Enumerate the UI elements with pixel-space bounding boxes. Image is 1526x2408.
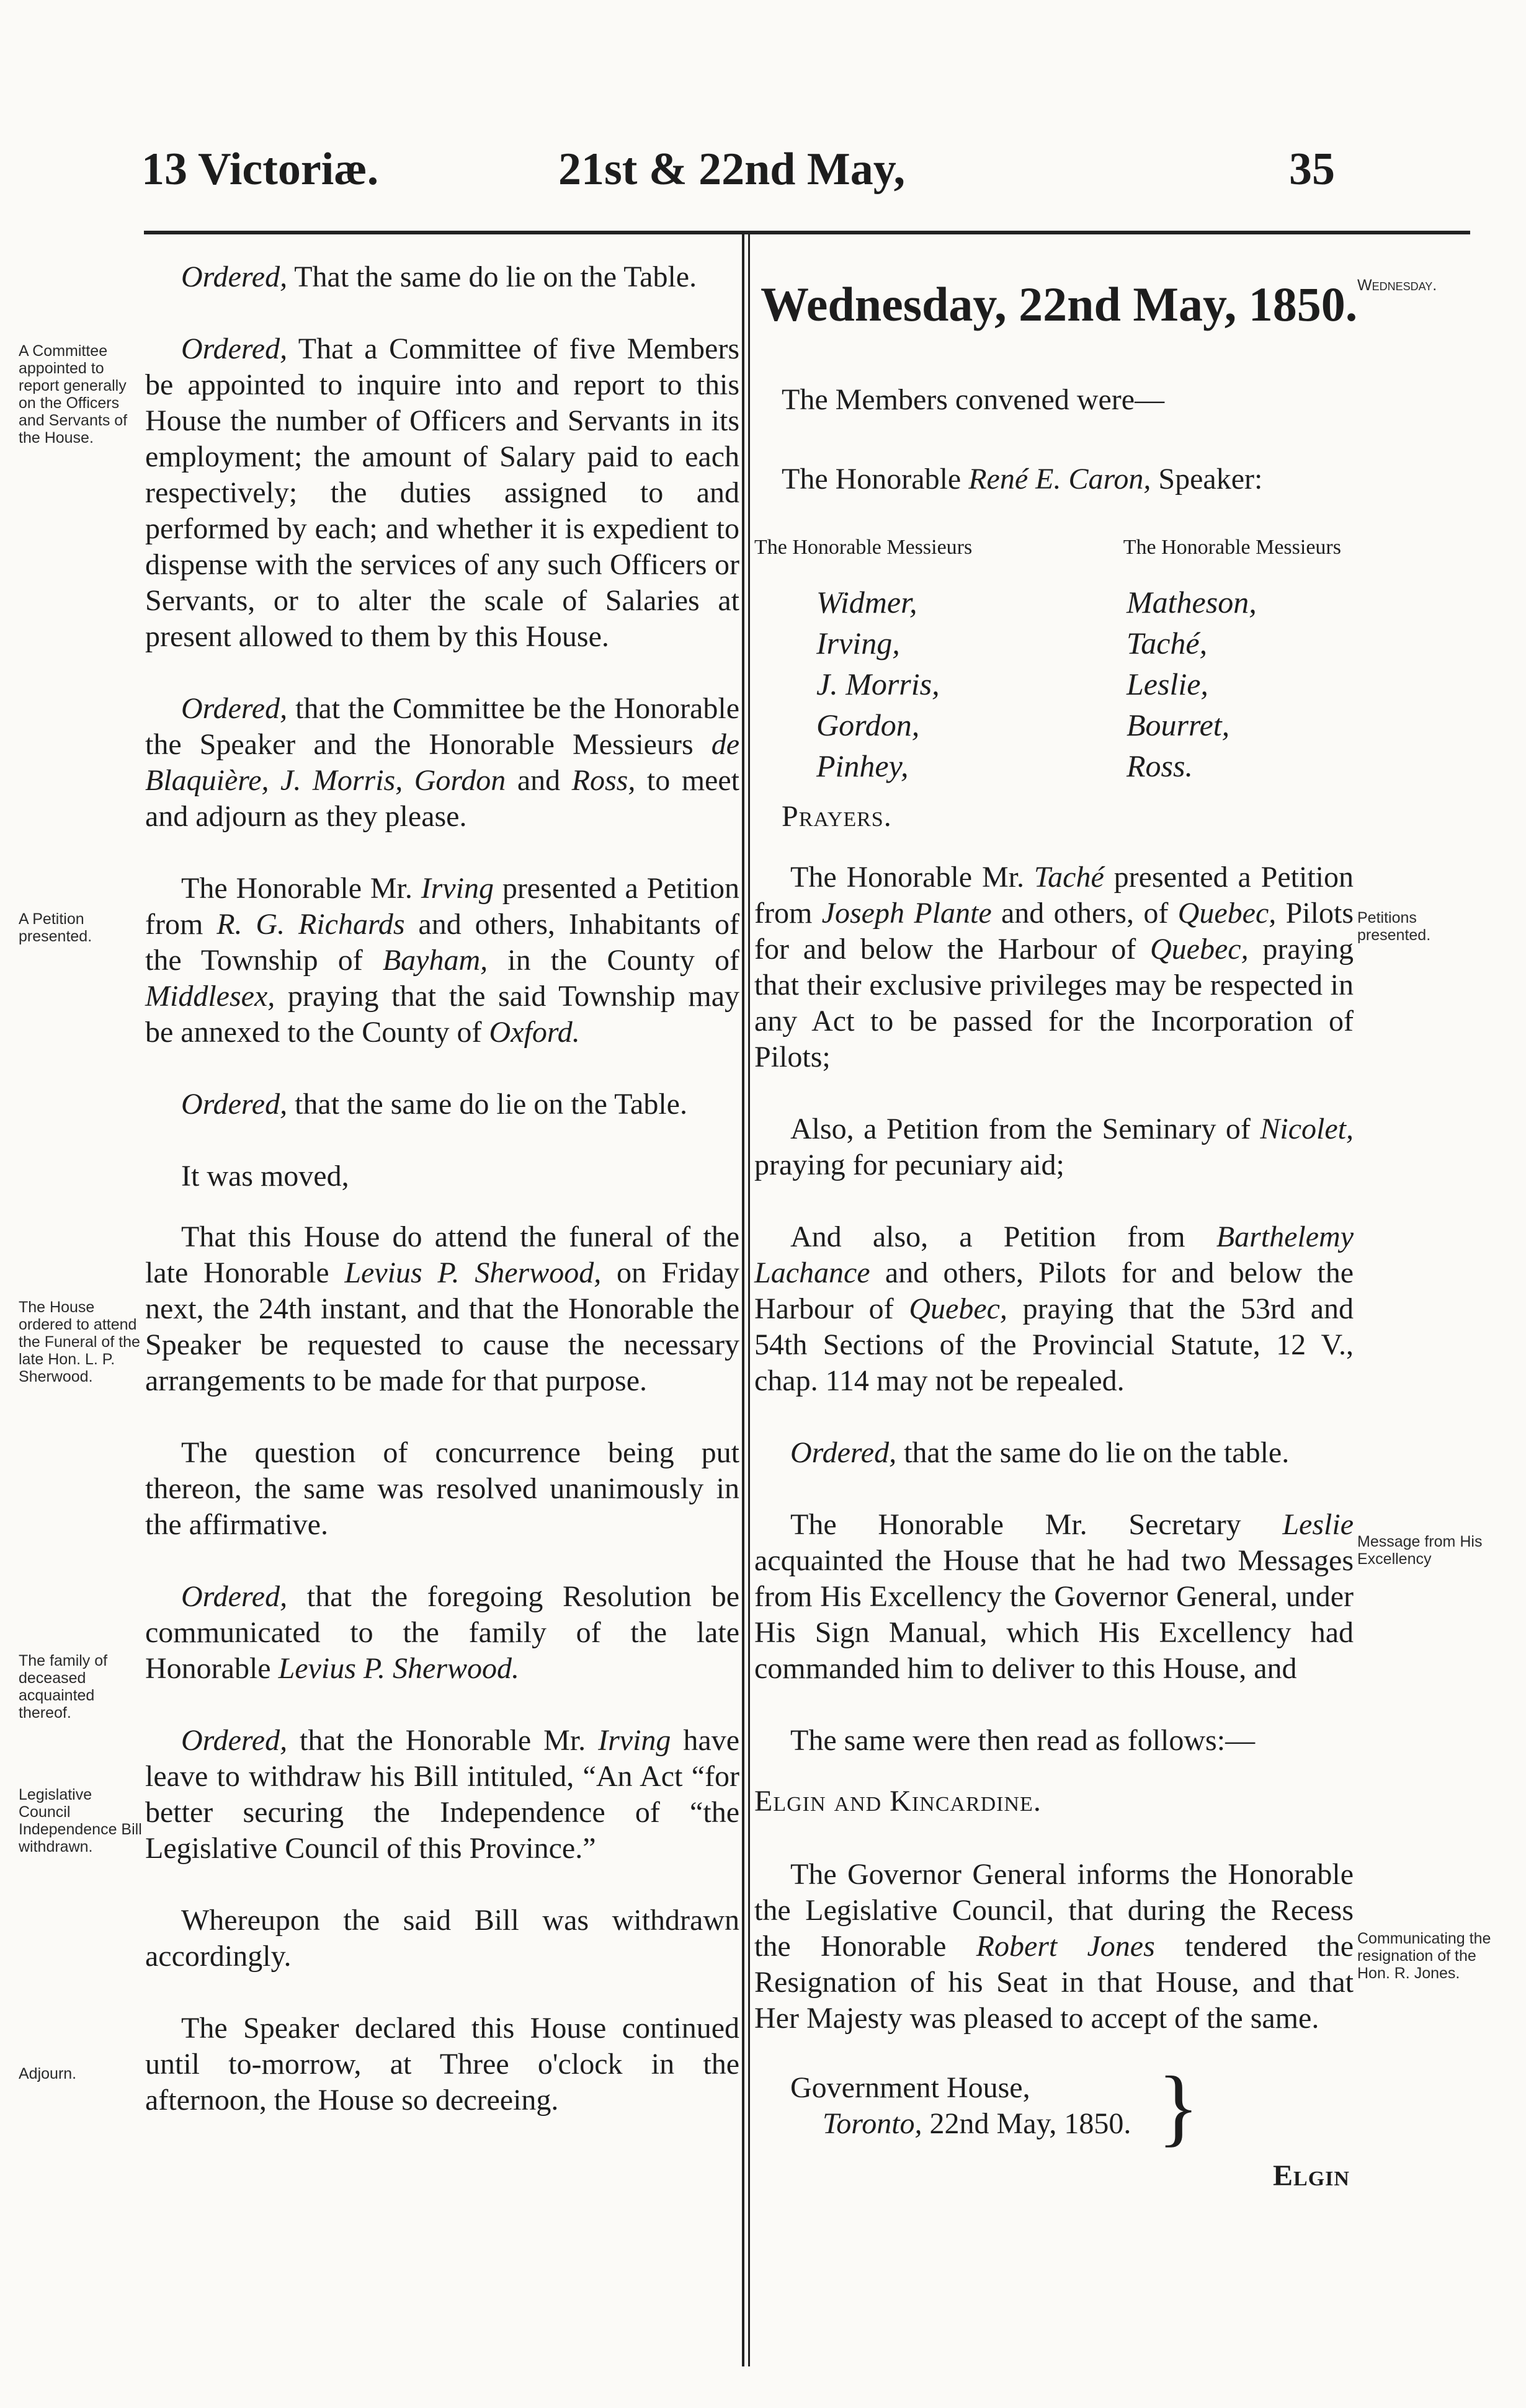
- member-name: Ross,: [571, 764, 636, 797]
- place-name: Middlesex,: [145, 980, 275, 1013]
- paragraph-pilots-petition: [754, 860, 1354, 1075]
- right-column: [754, 259, 1358, 2192]
- place-name: Quebec,: [1177, 897, 1277, 930]
- page-number: 35: [1289, 144, 1335, 195]
- member-name: Taché,: [1127, 626, 1208, 660]
- margin-note-bill: Legislative Council Independence Bill withdrawn.: [19, 1786, 142, 1855]
- paragraph-text: on Friday next, the 24th instant, and that the Honorable the Speaker be requested to cause the necessary arrangements to be made for that purpose.: [145, 1256, 740, 1397]
- paragraph-text: The Governor General informs the Honorable the Legislative Council, that during the Recess the Honorable: [754, 1858, 1354, 1963]
- paragraph-table-order: [145, 259, 739, 295]
- petitioner-name: R. G. Richards: [216, 908, 405, 941]
- date-text: 22nd May, 1850.: [922, 2107, 1131, 2140]
- members-present-list: [754, 582, 1354, 786]
- paragraph-text: praying that the 53rd and 54th Sections of the Provincial Statute, 12 V., chap. 114 may not be repealed.: [754, 1292, 1354, 1397]
- message-heading: Elgin and Kincardine.: [754, 1785, 1042, 1818]
- paragraph-text: Also, a Petition from the Seminary of: [790, 1113, 1261, 1145]
- paragraph-text: And also, a Petition from: [790, 1220, 1216, 1253]
- paragraph-read-as-follows: The same were then read as follows:—: [790, 1724, 1256, 1757]
- messieurs-heading-left: The Honorable Messieurs: [754, 536, 973, 559]
- person-name: Levius P. Sherwood.: [278, 1652, 520, 1685]
- member-names: de Blaquière, J. Morris, Gordon: [145, 728, 739, 797]
- signature-name: Elgin: [1273, 2159, 1350, 2192]
- paragraph-table-order-2: [145, 1086, 739, 1122]
- paragraph-petition: [145, 871, 739, 1051]
- header-rule: [144, 231, 1470, 234]
- paragraph-withdrawn: Whereupon the said Bill was withdrawn accordingly.: [145, 1904, 739, 1973]
- paragraph-committee-members: [145, 691, 739, 835]
- paragraph-text: presented a Petition from: [145, 872, 740, 941]
- header-dates: 21st & 22nd May,: [558, 144, 906, 195]
- paragraph-text: praying that the said Township may be annexed to the County of: [145, 980, 739, 1049]
- paragraph-text: Pilots for and below the Harbour of: [754, 897, 1354, 966]
- member-name: Pinhey,: [816, 749, 909, 783]
- margin-note-committee: A Committee appointed to report generally on the Officers and Servants of the House.: [19, 342, 128, 447]
- signature-date: [823, 2106, 1131, 2142]
- column-divider: [742, 233, 744, 2366]
- sitting-title: Wednesday, 22nd May, 1850.: [761, 277, 1358, 331]
- brace-glyph: }: [1158, 2059, 1200, 2155]
- paragraph-lachance-petition: [754, 1219, 1354, 1399]
- member-name: Leslie,: [1127, 667, 1208, 701]
- paragraph-text: and others, of: [991, 897, 1178, 930]
- paragraph-text: and: [506, 764, 572, 797]
- paragraph-bill-withdraw: [145, 1723, 739, 1867]
- paragraph-family: [145, 1579, 739, 1687]
- paragraph-text: The Honorable Mr.: [181, 872, 421, 905]
- paragraph-text: tendered the Resignation of his Seat in that House, and that Her Majesty was pleased to accept of the same.: [754, 1930, 1354, 2035]
- left-column: [145, 259, 739, 2154]
- margin-note-funeral: The House ordered to attend the Funeral of the late Hon. L. P. Sherwood.: [19, 1299, 140, 1385]
- margin-note-adjourn: Adjourn.: [19, 2065, 77, 2082]
- margin-note-wednesday: Wednesday.: [1357, 277, 1437, 294]
- speaker-line: [754, 461, 1354, 497]
- place-name: Nicolet,: [1260, 1113, 1354, 1145]
- column-divider-inner: [748, 233, 750, 2366]
- paragraph-seminary-petition: [754, 1111, 1354, 1183]
- petitioner-name: Joseph Plante: [821, 897, 992, 930]
- paragraph-text: The Honorable Mr. Secretary: [790, 1508, 1283, 1541]
- paragraph-text: acquainted the House that he had two Messages from His Excellency the Governor General, under His Sign Manual, which His Excellency had commanded him to deliver to this House, and: [754, 1544, 1354, 1685]
- member-name: Matheson,: [1127, 585, 1257, 620]
- paragraph-text: that the same do lie on the Table.: [287, 1088, 687, 1121]
- speaker-name: René E. Caron,: [968, 463, 1151, 495]
- signature-block: [754, 2059, 1354, 2192]
- place-name: Oxford.: [489, 1016, 580, 1049]
- paragraph-text: That this House do attend the funeral of the late Honorable: [145, 1220, 739, 1289]
- paragraph-adjourn: The Speaker declared this House continued until to-morrow, at Three o'clock in the afternoon, the House so decreeing.: [145, 2012, 739, 2117]
- paragraph-resignation: [754, 1857, 1354, 2037]
- member-name: Irving: [421, 872, 494, 905]
- paragraph-text: that the Committee be the Honorable the Speaker and the Honorable Messieurs: [145, 692, 739, 761]
- paragraph-text: The Honorable Mr.: [790, 861, 1034, 894]
- ordered-label: Ordered,: [181, 260, 288, 293]
- margin-note-family: The family of deceased acquainted thereof.: [19, 1652, 108, 1722]
- member-name: Ross.: [1127, 749, 1193, 783]
- paragraph-text: The Honorable: [782, 463, 969, 495]
- place-name: Quebec,: [1150, 933, 1249, 966]
- ordered-label: Ordered,: [181, 1580, 288, 1613]
- signature-place: Government House,: [790, 2071, 1030, 2104]
- member-name: Irving,: [816, 626, 900, 660]
- messieurs-headings: [754, 530, 1354, 566]
- paragraph-text: That the same do lie on the Table.: [287, 260, 697, 293]
- members-list-left: [816, 582, 1127, 786]
- person-name: Robert Jones: [976, 1930, 1155, 1963]
- prayers-heading: Prayers.: [782, 800, 892, 833]
- member-name: Bourret,: [1127, 708, 1230, 742]
- messieurs-heading-right: The Honorable Messieurs: [1123, 536, 1341, 559]
- petitioner-name: Barthelemy Lachance: [754, 1220, 1354, 1289]
- paragraph-funeral: [145, 1219, 739, 1399]
- ordered-label: Ordered,: [181, 1088, 288, 1121]
- member-name: Irving: [598, 1724, 671, 1757]
- paragraph-text: have leave to withdraw his Bill intituled, “An Act “for better securing the Independence of “the Legislative Council of this Province.”: [145, 1724, 739, 1865]
- ordered-label: Ordered,: [181, 1724, 288, 1757]
- ordered-label: Ordered,: [181, 692, 288, 725]
- ordered-label: Ordered,: [790, 1436, 897, 1469]
- margin-note-message: Message from His Excellency: [1357, 1533, 1483, 1568]
- member-name: Taché: [1033, 861, 1104, 894]
- place-name: Bayham,: [382, 944, 488, 977]
- paragraph-text: praying that their exclusive privileges may be respected in any Act to be passed for the Incorporation of Pilots;: [754, 933, 1354, 1073]
- paragraph-text: presented a Petition from: [754, 861, 1354, 930]
- member-name: Leslie: [1282, 1508, 1354, 1541]
- member-name: Widmer,: [816, 585, 917, 620]
- paragraph-text: that the foregoing Resolution be communicated to the family of the late Honorable: [145, 1580, 739, 1685]
- person-name: Levius P. Sherwood,: [344, 1256, 602, 1289]
- paragraph-text: and others, Pilots for and below the Harbour of: [754, 1256, 1354, 1325]
- paragraph-messages: [754, 1507, 1354, 1687]
- member-name: J. Morris,: [816, 667, 940, 701]
- place-name: Toronto,: [823, 2107, 922, 2140]
- place-name: Quebec,: [909, 1292, 1007, 1325]
- paragraph-text: That a Committee of five Members be appointed to inquire into and report to this House the number of Officers and Servants in its employment; the amount of Salary paid to each respectively; the duties assigned to and performed by each; and whether it is expedient to dispense with the services of any such Officers or Servants, or to alter the scale of Salaries at present allowed to them by this House.: [145, 332, 739, 653]
- paragraph-moved: It was moved,: [181, 1160, 349, 1193]
- paragraph-text: praying for pecuniary aid;: [754, 1148, 1064, 1181]
- paragraph-text: and others, Inhabitants of the Township of: [145, 908, 739, 977]
- convened-line: The Members convened were—: [782, 383, 1165, 416]
- margin-note-petitions: Petitions presented.: [1357, 909, 1431, 944]
- paragraph-text: in the County of: [488, 944, 739, 977]
- member-name: Gordon,: [816, 708, 920, 742]
- paragraph-text: Speaker:: [1151, 463, 1263, 495]
- paragraph-committee: [145, 331, 739, 655]
- paragraph-table-order-3: [754, 1435, 1354, 1471]
- header-volume: 13 Victoriæ.: [141, 144, 379, 195]
- margin-note-petition: A Petition presented.: [19, 910, 92, 945]
- paragraph-question: The question of concurrence being put thereon, the same was resolved unanimously in the affirmative.: [145, 1436, 739, 1541]
- margin-note-communicating: Communicating the resignation of the Hon. R. Jones.: [1357, 1930, 1491, 1982]
- paragraph-text: to meet and adjourn as they please.: [145, 764, 740, 833]
- ordered-label: Ordered,: [181, 332, 288, 365]
- paragraph-text: that the Honorable Mr.: [287, 1724, 599, 1757]
- members-list-right: [1127, 582, 1257, 786]
- paragraph-text: that the same do lie on the table.: [896, 1436, 1290, 1469]
